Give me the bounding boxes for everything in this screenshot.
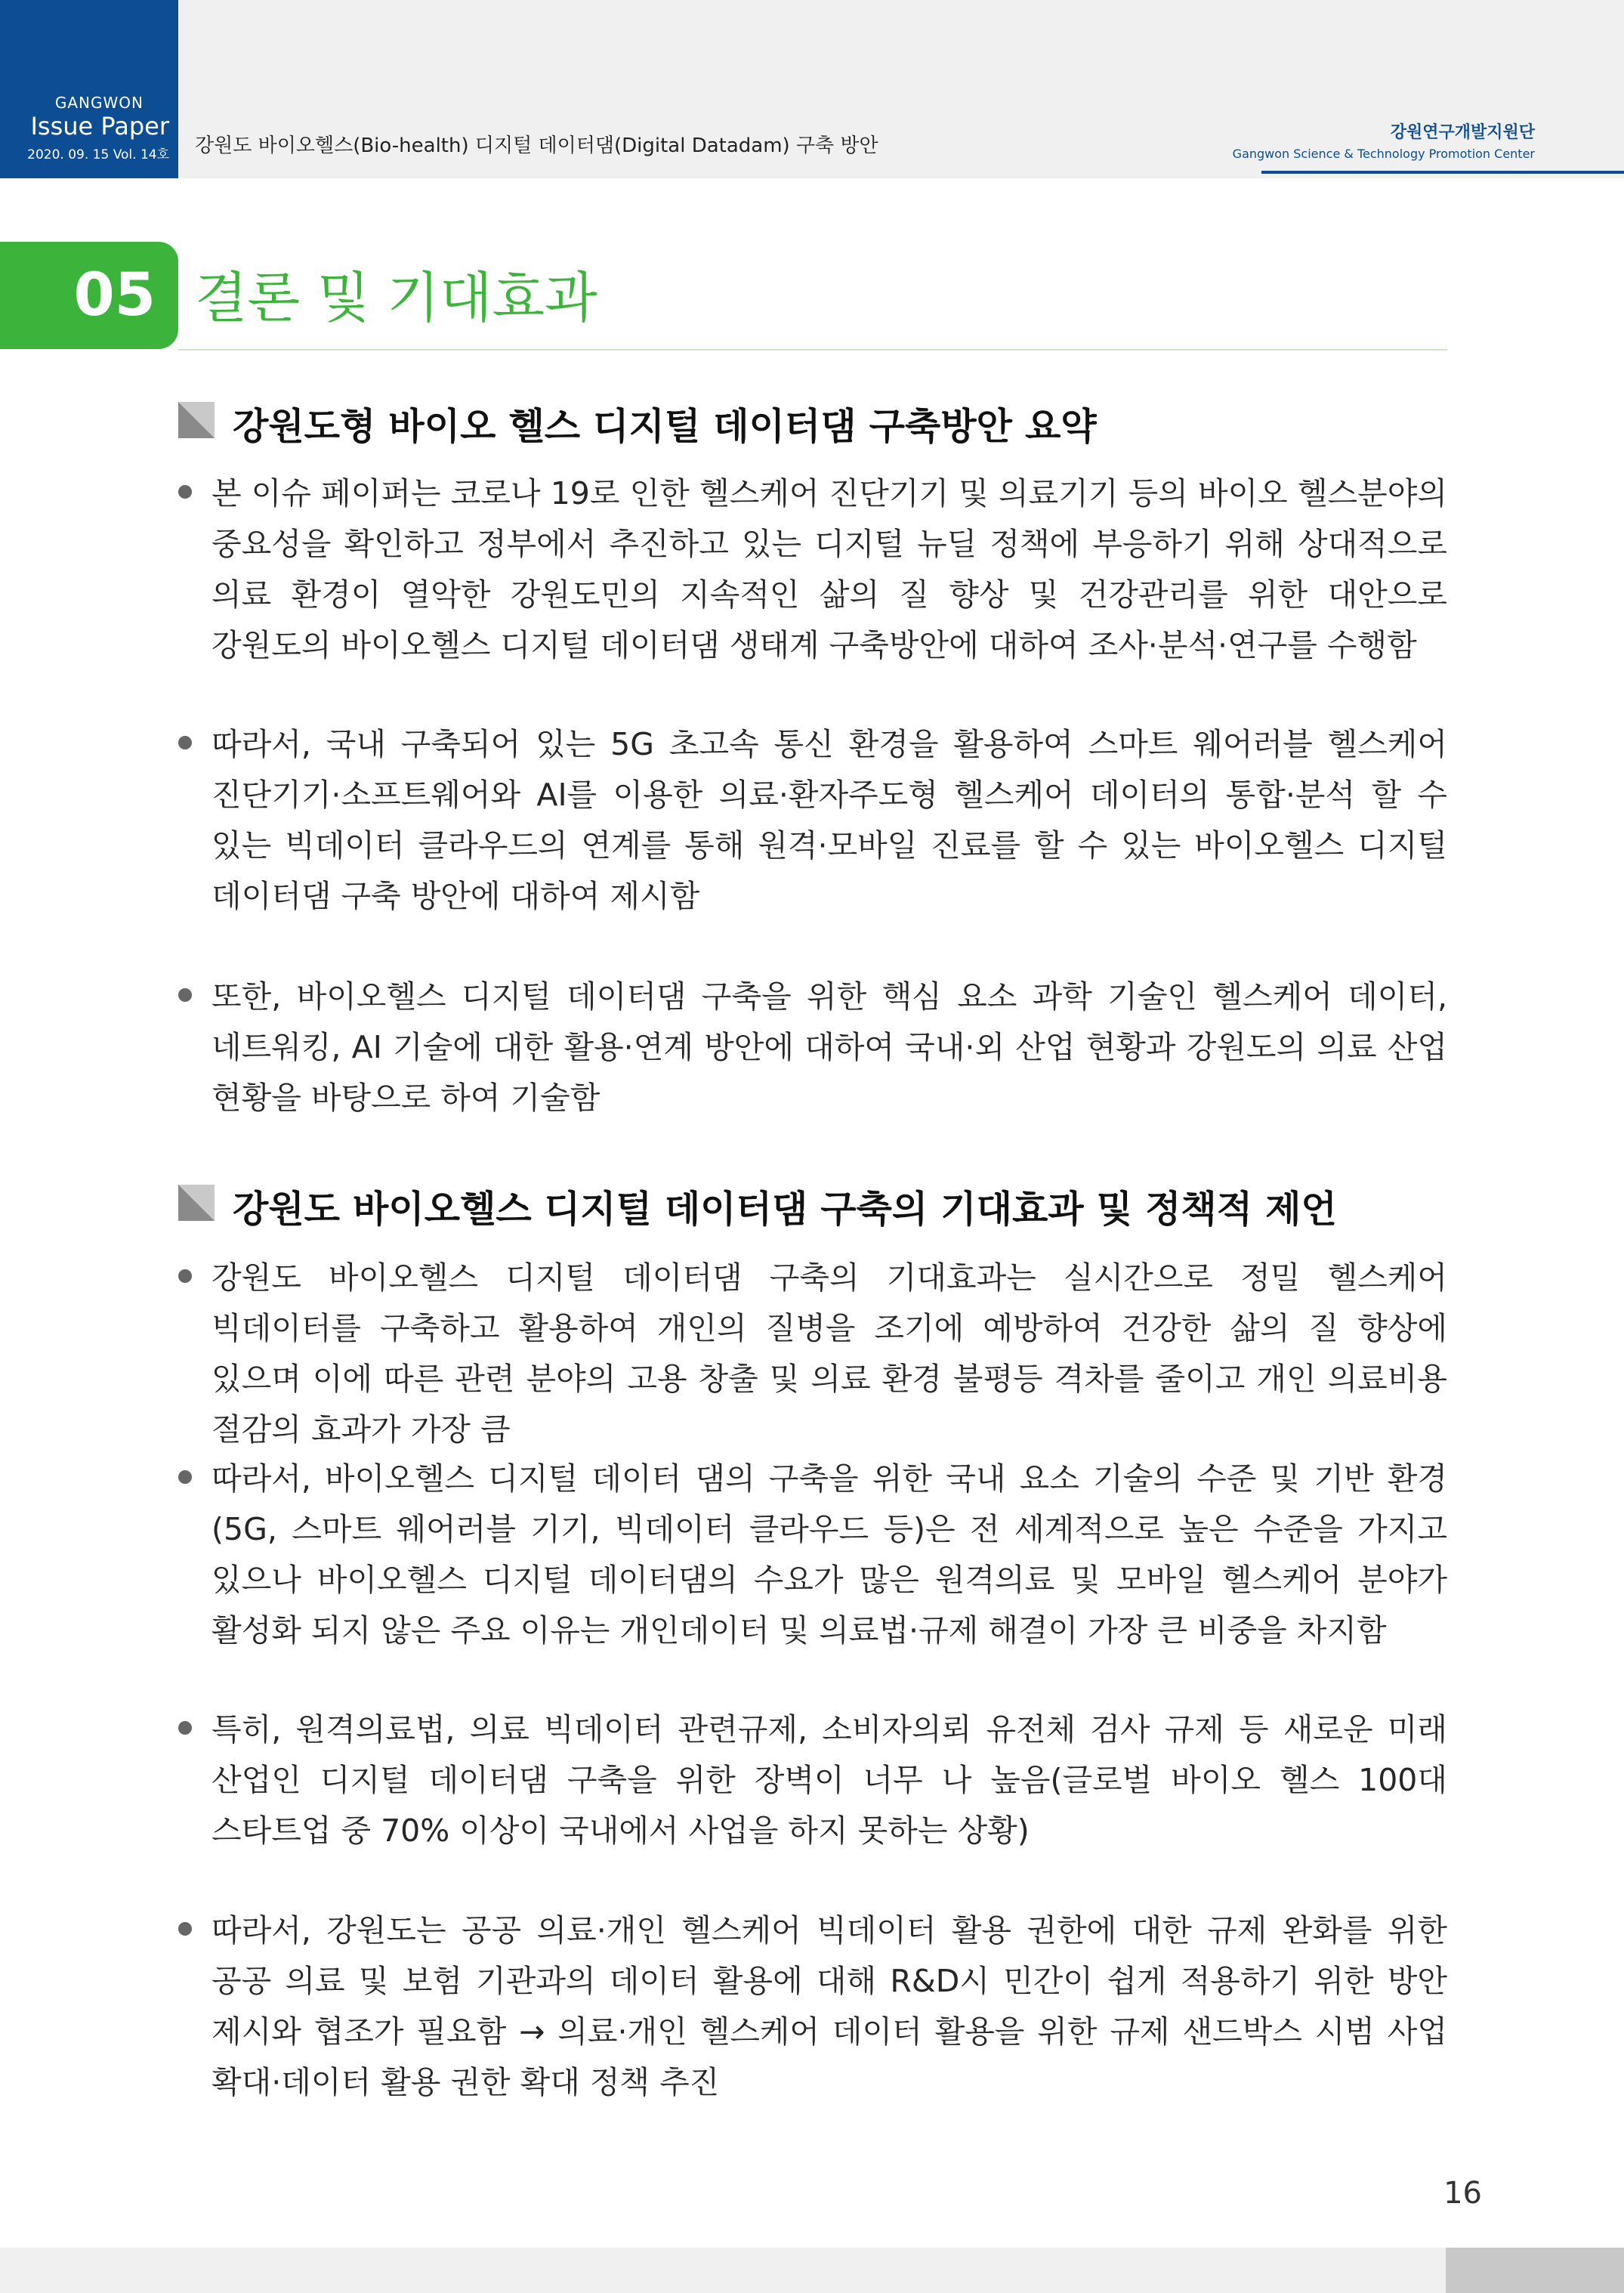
bullet-dot-icon xyxy=(178,1922,192,1936)
list-item xyxy=(178,1454,1447,1656)
square-bullet-icon xyxy=(178,1185,215,1221)
brand-gangwon: GANGWON xyxy=(54,94,144,112)
document-title: 강원도 바이오헬스(Bio-health) 디지털 데이터댐(Digital Datadam) 구축 방안 xyxy=(195,134,878,157)
bullet-dot-icon xyxy=(178,485,192,499)
bullet-dot-icon xyxy=(178,736,192,749)
issue-date-volume: 2020. 09. 15 Vol. 14호 xyxy=(27,147,169,162)
list-item xyxy=(178,468,1447,671)
square-bullet-icon xyxy=(178,402,215,438)
footer-bar xyxy=(0,2248,1624,2293)
organization-name-ko: 강원연구개발지원단 xyxy=(1390,123,1535,142)
list-item xyxy=(178,972,1447,1123)
bullet-text: 또한, 바이오헬스 디지털 데이터댐 구축을 위한 핵심 요소 과학 기술인 헬스케어 데이터, 네트워킹, AI 기술에 대한 활용·연계 방안에 대하여 국내·외 산업 현황과 강원도의 의료 산업 현황을 바탕으로 하여 기술함 xyxy=(211,978,1447,1116)
bullet-dot-icon xyxy=(178,1269,192,1283)
section-number-tab xyxy=(0,242,178,349)
bullet-text: 따라서, 국내 구축되어 있는 5G 초고속 통신 환경을 활용하여 스마트 웨어러블 헬스케어 진단기기·소프트웨어와 AI를 이용한 의료·환자주도형 헬스케어 데이터의 통합·분석 할 수 있는 빅데이터 클라우드의 연계를 통해 원격·모바일 진료를 할 수 있는 바이오헬스 디지털 데이터댐 구축 방안에 대하여 제시함 xyxy=(211,726,1447,914)
bullet-text: 강원도 바이오헬스 디지털 데이터댐 구축의 기대효과는 실시간으로 정밀 헬스케어 빅데이터를 구축하고 활용하여 개인의 질병을 조기에 예방하여 건강한 삶의 질 향상에 있으며 이에 따른 관련 분야의 고용 창출 및 의료 환경 불평등 격차를 줄이고 개인 의료비용 절감의 효과가 가장 큼 xyxy=(211,1259,1447,1448)
list-item xyxy=(178,1704,1447,1856)
list-item xyxy=(178,1253,1447,1455)
bullet-text: 본 이슈 페이퍼는 코로나 19로 인한 헬스케어 진단기기 및 의료기기 등의 바이오 헬스분야의 중요성을 확인하고 정부에서 추진하고 있는 디지털 뉴딜 정책에 부응하기 위해 상대적으로 의료 환경이 열악한 강원도민의 지속적인 삶의 질 향상 및 건강관리를 위한 대안으로 강원도의 바이오헬스 디지털 데이터댐 생태계 구축방안에 대하여 조사·분석·연구를 수행함 xyxy=(211,475,1447,663)
footer-accent-block xyxy=(1446,2248,1624,2293)
issue-paper-brand-block xyxy=(0,0,178,178)
bullet-dot-icon xyxy=(178,1721,192,1735)
bullet-text: 따라서, 바이오헬스 디지털 데이터 댐의 구축을 위한 국내 요소 기술의 수준 및 기반 환경(5G, 스마트 웨어러블 기기, 빅데이터 클라우드 등)은 전 세계적으로 높은 수준을 가지고 있으나 바이오헬스 디지털 데이터댐의 수요가 많은 원격의료 및 모바일 헬스케어 분야가 활성화 되지 않은 주요 이유는 개인데이터 및 의료법·규제 해결이 가장 큰 비중을 차지함 xyxy=(211,1460,1447,1649)
list-item xyxy=(178,719,1447,922)
bullet-dot-icon xyxy=(178,1470,192,1484)
subsection-heading-text: 강원도형 바이오 헬스 디지털 데이터댐 구축방안 요약 xyxy=(233,405,1097,448)
bullet-dot-icon xyxy=(178,988,192,1002)
bullet-text: 특히, 원격의료법, 의료 빅데이터 관련규제, 소비자의뢰 유전체 검사 규제 등 새로운 미래 산업인 디지털 데이터댐 구축을 위한 장벽이 너무 나 높음(글로벌 바이오 헬스 100대 스타트업 중 70% 이상이 국내에서 사업을 하지 못하는 상황) xyxy=(211,1711,1447,1849)
brand-issue-paper: Issue Paper xyxy=(30,112,169,141)
page-number: 16 xyxy=(1443,2176,1482,2211)
header-accent-line xyxy=(1261,171,1624,174)
subsection-heading-text: 강원도 바이오헬스 디지털 데이터댐 구축의 기대효과 및 정책적 제언 xyxy=(233,1188,1337,1231)
bullet-text: 따라서, 강원도는 공공 의료·개인 헬스케어 빅데이터 활용 권한에 대한 규제 완화를 위한 공공 의료 및 보험 기관과의 데이터 활용에 대해 R&D시 민간이 쉽게 적용하기 위한 방안 제시와 협조가 필요함 → 의료·개인 헬스케어 데이터 활용을 위한 규제 샌드박스 시범 사업 확대·데이터 활용 권한 확대 정책 추진 xyxy=(211,1912,1447,2100)
section-divider xyxy=(178,349,1447,351)
organization-name-en: Gangwon Science & Technology Promotion Center xyxy=(1232,147,1535,161)
list-item xyxy=(178,1905,1447,2108)
section-title: 결론 및 기대효과 xyxy=(195,266,597,329)
section-number: 05 xyxy=(73,261,156,329)
